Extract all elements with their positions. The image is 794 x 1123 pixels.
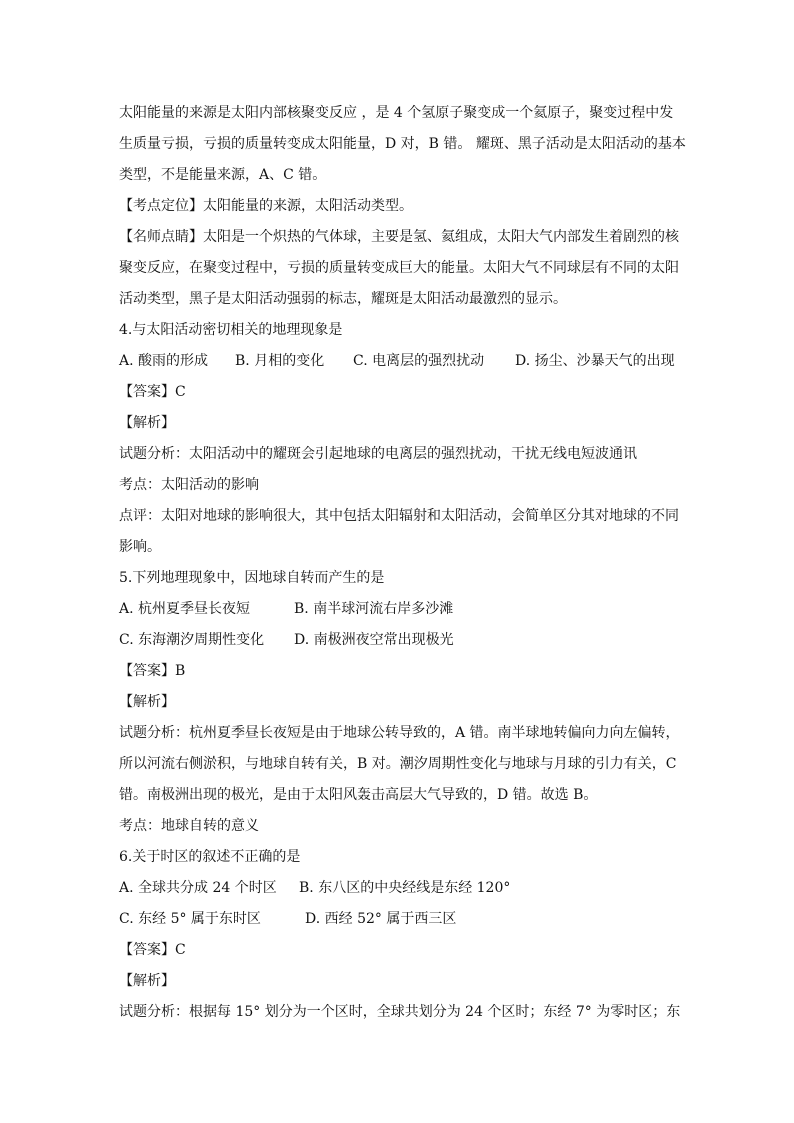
q5-option-c: C. 东海潮汐周期性变化 (119, 632, 265, 648)
q4-comment-line: 点评：太阳对地球的影响很大，其中包括太阳辐射和太阳活动，会简单区分其对地球的不同 (119, 508, 679, 524)
paragraph-line: 生质量亏损，亏损的质量转变成太阳能量，D 对，B 错。 耀斑、黑子活动是太阳活动的基本 (119, 136, 686, 152)
q5-analysis-label: 【解析】 (119, 694, 175, 710)
question-5-options-row-1 (119, 594, 681, 625)
q4-comment-line: 影响。 (119, 539, 161, 555)
q6-option-c: C. 东经 5° 属于东时区 (119, 911, 261, 927)
q5-option-b: B. 南半球河流右岸多沙滩 (294, 601, 454, 617)
question-5: 5.下列地理现象中，因地球自转而产生的是 (119, 570, 385, 586)
paragraph-line: 太阳能量的来源是太阳内部核聚变反应 ，是 4 个氢原子聚变成一个氦原子，聚变过程中发 (119, 105, 674, 121)
q5-analysis-line: 试题分析：杭州夏季昼长夜短是由于地球公转导致的，A 错。南半球地转偏向力向左偏转， (119, 725, 680, 741)
q6-option-b: B. 东八区的中央经线是东经 120° (299, 880, 511, 896)
mingshi-dianjing-line: 聚变反应，在聚变过程中，亏损的质量转变成巨大的能量。太阳大气不同球层有不同的太阳 (119, 260, 679, 276)
mingshi-dianjing-line: 活动类型，黑子是太阳活动强弱的标志，耀斑是太阳活动最激烈的显示。 (119, 291, 567, 307)
q4-option-c: C. 电离层的强烈扰动 (353, 353, 485, 369)
q4-analysis-label: 【解析】 (119, 415, 175, 431)
q5-option-a: A. 杭州夏季昼长夜短 (119, 601, 251, 617)
q4-option-d: D. 扬尘、沙暴天气的出现 (515, 353, 675, 369)
q4-option-a: A. 酸雨的形成 (119, 353, 209, 369)
question-5-options-row-2 (119, 625, 681, 656)
q6-option-a: A. 全球共分成 24 个时区 (119, 880, 277, 896)
q4-option-b: B. 月相的变化 (235, 353, 325, 369)
q4-kaodian: 考点：太阳活动的影响 (119, 477, 259, 493)
q6-analysis-label: 【解析】 (119, 973, 175, 989)
q5-answer: 【答案】B (119, 663, 186, 679)
question-6-options-row-1 (119, 873, 681, 904)
question-4: 4.与太阳活动密切相关的地理现象是 (119, 322, 343, 338)
q5-option-d: D. 南极洲夜空常出现极光 (294, 632, 454, 648)
q4-answer: 【答案】C (119, 384, 186, 400)
question-6: 6.关于时区的叙述不正确的是 (119, 849, 301, 865)
q6-option-d: D. 西经 52° 属于西三区 (305, 911, 457, 927)
q6-analysis-line: 试题分析：根据每 15° 划分为一个区时，全球共划分为 24 个区时；东经 7° 为零时区；东 (119, 1004, 681, 1020)
question-4-options (119, 346, 681, 377)
q4-analysis: 试题分析：太阳活动中的耀斑会引起地球的电离层的强烈扰动，干扰无线电短波通讯 (119, 446, 637, 462)
mingshi-dianjing-line: 【名师点睛】太阳是一个炽热的气体球，主要是氢、氦组成，太阳大气内部发生着剧烈的核 (119, 229, 679, 245)
document-page (119, 98, 686, 1028)
kaodian-dingwei: 【考点定位】太阳能量的来源，太阳活动类型。 (119, 198, 413, 214)
q5-kaodian: 考点：地球自转的意义 (119, 818, 259, 834)
question-6-options-row-2 (119, 904, 681, 935)
paragraph-line: 类型，不是能量来源，A、C 错。 (119, 167, 327, 183)
q5-analysis-line: 错。南极洲出现的极光，是由于太阳风轰击高层大气导致的，D 错。故选 B。 (119, 787, 598, 803)
q6-answer: 【答案】C (119, 942, 186, 958)
q5-analysis-line: 所以河流右侧淤积，与地球自转有关，B 对。潮汐周期性变化与地球与月球的引力有关，C (119, 756, 677, 772)
